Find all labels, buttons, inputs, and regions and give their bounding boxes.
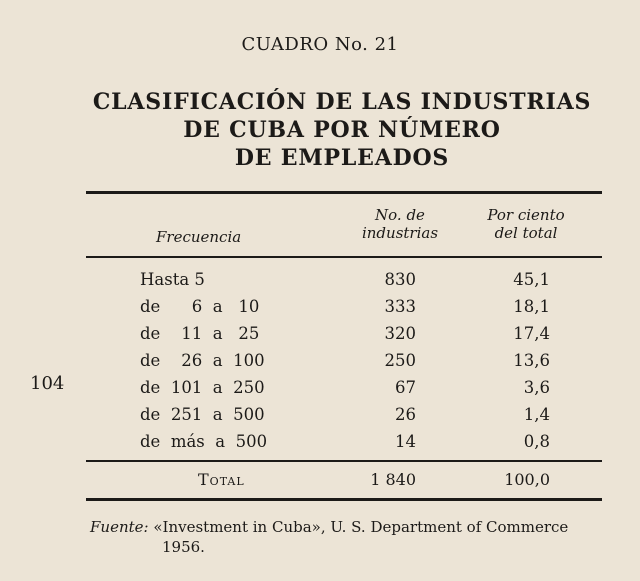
row-industrias: 830 [384, 270, 416, 289]
row-industrias: 320 [384, 324, 416, 343]
source-note [90, 517, 630, 557]
source-line-2: 1956. [162, 538, 205, 556]
source-label: Fuente: [90, 518, 149, 536]
table-title [0, 88, 640, 172]
table-row [0, 270, 640, 298]
total-rule [86, 460, 602, 462]
row-label: de 251 a 500 [140, 405, 265, 424]
row-label: de 101 a 250 [140, 378, 265, 397]
row-industrias: 250 [384, 351, 416, 370]
title-line-3: DE EMPLEADOS [234, 145, 450, 171]
header-no-industrias-line-1: No. de [375, 206, 425, 224]
total-label: Total [198, 470, 245, 489]
row-por-ciento: 45,1 [513, 270, 550, 289]
source-line-1: «Investment in Cuba», U. S. Department of Commerce [153, 518, 569, 536]
row-label: Hasta 5 [140, 270, 205, 289]
table-row [0, 324, 640, 352]
header-rule [86, 256, 602, 258]
table-row [0, 351, 640, 379]
row-por-ciento: 18,1 [513, 297, 550, 316]
row-por-ciento: 0,8 [523, 432, 550, 451]
header-por-ciento-line-1: Por ciento [487, 206, 565, 224]
header-no-industrias [350, 206, 450, 242]
row-industrias: 14 [395, 432, 416, 451]
header-no-industrias-line-2: industrias [361, 224, 439, 242]
row-label: de 11 a 25 [140, 324, 260, 343]
total-industrias: 1 840 [370, 470, 416, 489]
row-industrias: 26 [395, 405, 416, 424]
header-frecuencia: Frecuencia [156, 228, 242, 246]
row-por-ciento: 3,6 [523, 378, 550, 397]
table-row [0, 405, 640, 433]
top-rule [86, 191, 602, 194]
row-por-ciento: 1,4 [523, 405, 550, 424]
title-line-2: DE CUBA POR NÚMERO [183, 117, 501, 143]
row-label: de 26 a 100 [140, 351, 265, 370]
page-number: 104 [30, 373, 65, 394]
header-por-ciento-line-2: del total [494, 224, 558, 242]
row-industrias: 333 [384, 297, 416, 316]
row-industrias: 67 [395, 378, 416, 397]
table-caption: CUADRO No. 21 [241, 34, 399, 55]
row-por-ciento: 13,6 [513, 351, 550, 370]
row-label: de más a 500 [140, 432, 268, 451]
table-row [0, 297, 640, 325]
header-por-ciento [476, 206, 576, 242]
table-row [0, 432, 640, 460]
row-por-ciento: 17,4 [513, 324, 550, 343]
bottom-rule [86, 498, 602, 501]
table-row [0, 378, 640, 406]
row-label: de 6 a 10 [140, 297, 260, 316]
title-line-1: CLASIFICACIÓN DE LAS INDUSTRIAS [92, 89, 592, 115]
total-por-ciento: 100,0 [504, 470, 550, 489]
